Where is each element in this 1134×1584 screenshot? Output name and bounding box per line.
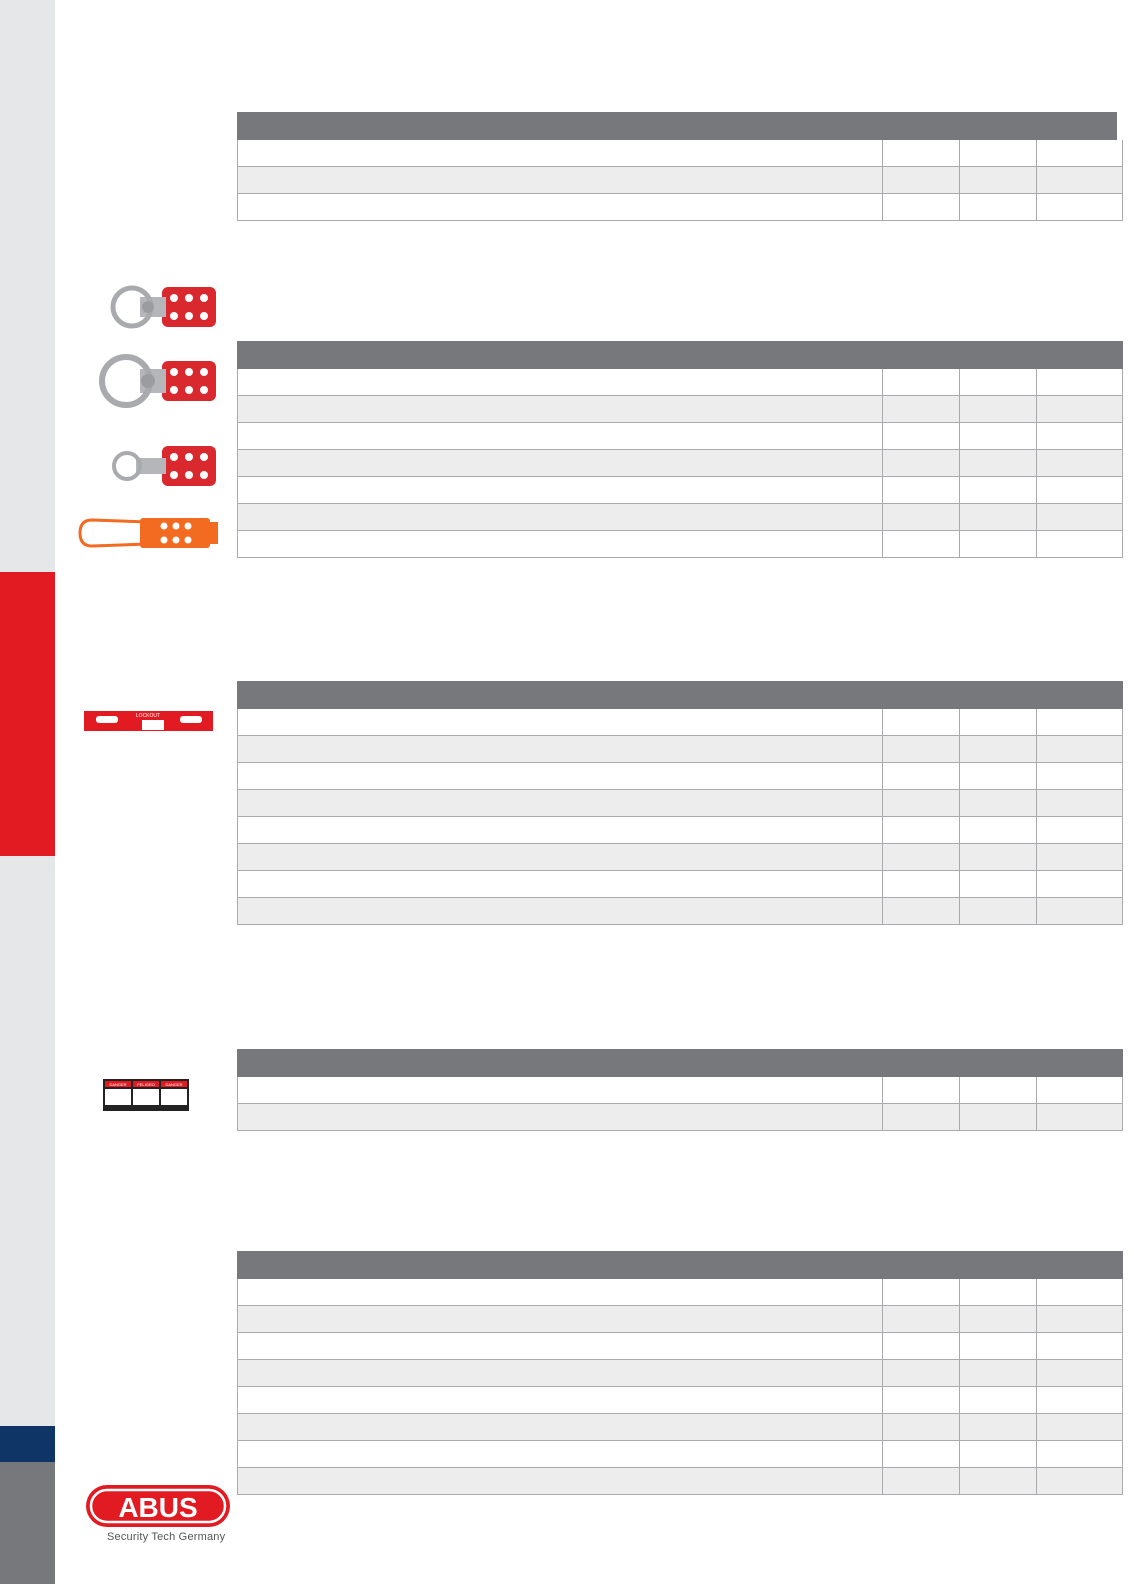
table-row [237, 871, 1123, 898]
logo-tagline: Security Tech Germany [107, 1531, 226, 1543]
table-row [237, 817, 1123, 844]
table-row [237, 1104, 1123, 1131]
table-row [237, 396, 1123, 423]
table-row [237, 1077, 1123, 1104]
table-row [237, 1279, 1123, 1306]
table-body [237, 709, 1123, 925]
hasp-large-icon [110, 285, 218, 329]
table-row [237, 423, 1123, 450]
table-header [237, 1251, 1123, 1279]
abus-logo [84, 1483, 232, 1534]
hasp-xl-icon [98, 352, 218, 410]
table-header [237, 341, 1123, 369]
table-body [237, 1279, 1123, 1495]
table-row [237, 709, 1123, 736]
table-header [237, 112, 1117, 140]
side-tab-bar [0, 0, 55, 1584]
table-row [237, 1414, 1123, 1441]
table-1 [237, 112, 1117, 221]
table-row [237, 1387, 1123, 1414]
table-row [237, 369, 1123, 396]
table-row [237, 1441, 1123, 1468]
table-row [237, 450, 1123, 477]
hasp-small-icon [110, 444, 218, 488]
table-row [237, 736, 1123, 763]
lockout-tag-label: LOCKOUT [135, 713, 161, 719]
table-row [237, 1333, 1123, 1360]
table-body [237, 369, 1123, 558]
table-row [237, 140, 1123, 167]
table-row [237, 1360, 1123, 1387]
table-3 [237, 681, 1123, 925]
table-row [237, 477, 1123, 504]
table-body [237, 1077, 1123, 1131]
table-row [237, 504, 1123, 531]
table-2 [237, 341, 1123, 558]
sticker-label-2: PELIGRO [137, 1082, 155, 1087]
lockout-tag-icon [84, 711, 213, 731]
table-row [237, 844, 1123, 871]
table-row [237, 1468, 1123, 1495]
table-4 [237, 1049, 1123, 1131]
side-tab-red [0, 572, 55, 856]
table-row [237, 1306, 1123, 1333]
logo-text: ABUS [118, 1492, 198, 1523]
table-row [237, 898, 1123, 925]
table-header [237, 1049, 1123, 1077]
table-row [237, 167, 1123, 194]
table-body [237, 140, 1123, 221]
plastic-hasp-icon [78, 514, 220, 552]
table-5 [237, 1251, 1123, 1495]
side-tab-navy [0, 1426, 55, 1462]
sticker-label-1: DANGER [109, 1082, 127, 1087]
table-row [237, 763, 1123, 790]
side-tab-grey [0, 1462, 55, 1584]
sticker-label-3: DANGER [165, 1082, 183, 1087]
danger-sticker-icon [103, 1079, 189, 1111]
table-row [237, 790, 1123, 817]
table-header [237, 681, 1123, 709]
table-row [237, 531, 1123, 558]
table-row [237, 194, 1123, 221]
